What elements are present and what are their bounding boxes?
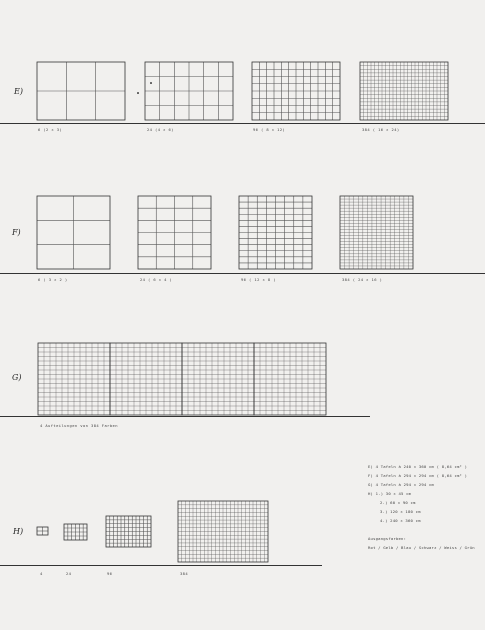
caption-f-4: 384 ( 24 × 16 ) xyxy=(342,277,383,282)
note-line: Ausgangsfarben: xyxy=(368,536,407,541)
grid-g-panels xyxy=(38,343,326,415)
grid-f-1 xyxy=(37,196,110,269)
grid-f-3 xyxy=(239,196,312,269)
note-line xyxy=(368,525,475,534)
grid-e-3 xyxy=(252,62,340,120)
baseline-e xyxy=(0,123,485,124)
caption-e-4: 384 ( 16 × 24) xyxy=(362,127,400,132)
pencil-mark xyxy=(137,92,139,94)
baseline-g xyxy=(0,416,370,417)
grid-h-1 xyxy=(37,527,48,535)
grid-f-4 xyxy=(340,196,413,269)
caption-e-2: 24 (4 × 6) xyxy=(147,127,174,132)
caption-f-3: 96 ( 12 × 8 ) xyxy=(241,277,276,282)
caption-f-1: 6 ( 3 × 2 ) xyxy=(38,277,68,282)
grid-f-2 xyxy=(138,196,211,269)
grid-e-2 xyxy=(145,62,233,120)
notes-block xyxy=(368,462,475,552)
baseline-f xyxy=(0,273,485,274)
row-label-h: H) xyxy=(13,527,24,536)
note-line: E) 4 Tafeln à 240 × 360 cm ( 8,64 cm² ) xyxy=(368,464,468,469)
grid-h-3 xyxy=(106,516,151,547)
caption-h-2: 24 xyxy=(66,571,72,576)
grid-e-4 xyxy=(360,62,448,120)
caption-f-2: 24 ( 6 × 4 ) xyxy=(140,277,173,282)
caption-h-4: 384 xyxy=(180,571,189,576)
caption-g: 4 Aufteilungen von 384 Farben xyxy=(40,423,118,428)
row-label-f: F) xyxy=(12,228,21,237)
note-line: 4.) 240 × 360 cm xyxy=(380,518,421,523)
baseline-h xyxy=(0,565,322,566)
note-line: 3.) 120 × 180 cm xyxy=(380,509,421,514)
row-label-e: E) xyxy=(14,87,23,96)
caption-h-3: 96 xyxy=(107,571,113,576)
pencil-mark xyxy=(150,82,152,84)
note-line: 2.) 60 × 90 cm xyxy=(380,500,416,505)
caption-e-1: 6 (2 × 3) xyxy=(38,127,63,132)
row-label-g: G) xyxy=(12,373,22,382)
note-line: G) 4 Tafeln à 294 × 294 cm xyxy=(368,482,435,487)
caption-e-3: 96 ( 8 × 12) xyxy=(253,127,286,132)
grid-e-1 xyxy=(37,62,125,120)
note-line: H) 1.) 30 × 45 cm xyxy=(368,491,412,496)
note-line: F) 4 Tafeln à 294 × 294 cm ( 8,64 cm² ) xyxy=(368,473,468,478)
caption-h-1: 4 xyxy=(40,571,43,576)
grid-h-4 xyxy=(178,501,268,562)
note-line: Rot / Gelb / Blau / Schwarz / Weiss / Grün xyxy=(368,545,475,550)
grid-h-2 xyxy=(64,524,87,540)
